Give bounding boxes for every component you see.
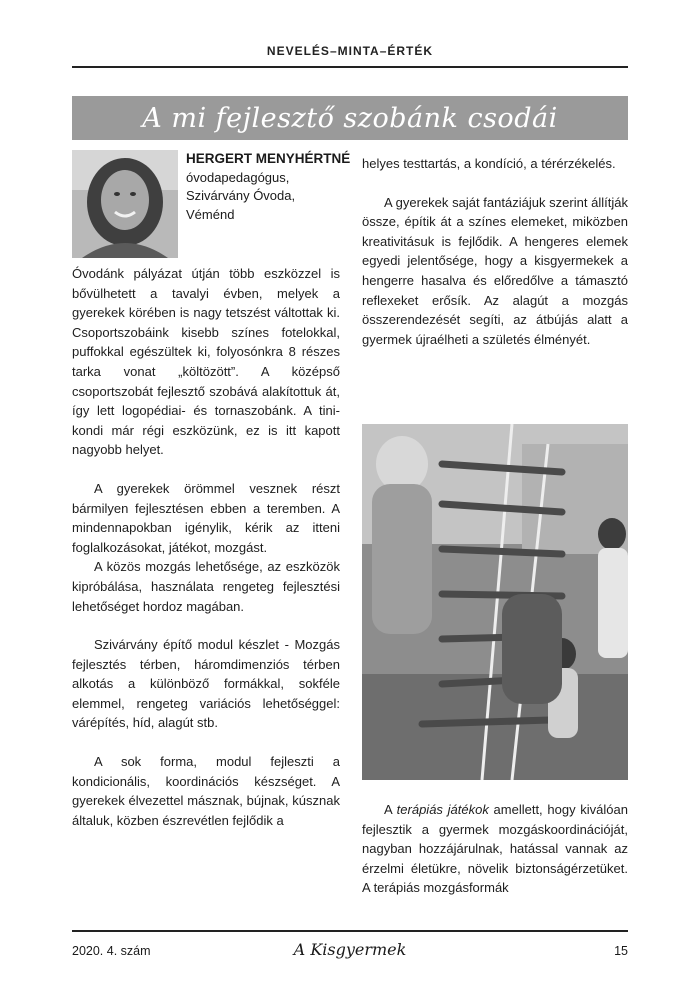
author-school: Szivárvány Óvoda, [186,188,296,203]
article-title: A mi fejlesztő szobánk csodái [142,102,558,134]
paragraph-8-rest: amellett, hogy kiválóan fejlesztik a gyermek mozgáskoordinációját, nagyban hozzájárulnak, hatással vannak az érzelmi életükre, növelik biztonságérzetüket. A terápiás mozgásformák [362,802,628,896]
paragraph-2: A gyerekek örömmel vesznek részt bármilyen fejlesztésen ebben a teremben. A mindennapokban igénylik, kérik az itteni foglalkozásokat, játékot, mozgást. [72,480,340,555]
paragraph-4: Szivárvány építő modul készlet - Mozgás fejlesztés térben, háromdimenziós térben alkotás a különböző formákkal, sokféle elemmel, rengeteg variációs lehetőséggel: várépítés, híd, alagút stb. [72,637,340,731]
article-photo [362,424,628,780]
bottom-rule [72,930,628,932]
right-column [362,154,628,349]
author-portrait [72,150,178,258]
paragraph-3: A közös mozgás lehetősége, az eszközök kipróbálása, használata rengeteg fejlesztési lehetőséget hordoz magában. [72,559,340,614]
issue-number: 2020. 4. szám [72,944,151,958]
paragraph-8 [362,800,628,898]
author-portrait-image [72,150,178,258]
author-name: HERGERT MENYHÉRTNÉ [186,151,351,166]
author-city: Véménd [186,206,235,222]
top-rule [72,66,628,68]
paragraph-6: helyes testtartás, a kondíció, a térérzékelés. [362,156,616,171]
title-band [72,96,628,140]
magazine-name: A Kisgyermek [293,940,407,959]
paragraph-7: A gyerekek saját fantáziájuk szerint állítják össze, építik át a színes elemeket, miközben kreativitásuk is fejlődik. A hengeres elemek egyedi jelentősége, hogy a kisgyermekek a hengerre hasalva és előredőlve a támasztó reflexeket erősík. Az alagút a mozgás összerendezését segíti, az átbújás alatt a gyermek újraélheti a születés élményét. [362,194,628,347]
page-number: 15 [614,944,628,958]
climbing-ladder-photo [362,424,628,780]
author-role: óvodapedagógus, [186,169,290,185]
paragraph-5: A sok forma, modul fejleszti a kondicionális, koordinációs készséget. A gyerekek élvezettel másznak, bújnak, kúsznak általuk, közben észrevétlen fejlődik a [72,754,340,828]
right-column-bottom [362,800,628,898]
author-info [186,150,356,224]
paragraph-8-start: A [384,802,397,817]
left-column [72,264,340,830]
therapeutic-games-term: terápiás játékok [396,802,489,817]
section-header: NEVELÉS–MINTA–ÉRTÉK [266,44,434,58]
paragraph-1: Óvodánk pályázat útján több eszközzel is bővülhetett a tavalyi évben, melyek a gyerekek körében is nagy tetszést váltottak ki. Csoportszobáink kisebb színes fotelokkal, puffokkal egészültek ki, folyosónkra 8 részes tarka vonat „költözött”. A középső csoportszobát fejlesztő szobává alakítottuk át, így lett logopédiai- és tornaszobánk. A tini-kondi már régi eszközünk, ez is itt kapott nagyobb helyet. [72,266,340,458]
